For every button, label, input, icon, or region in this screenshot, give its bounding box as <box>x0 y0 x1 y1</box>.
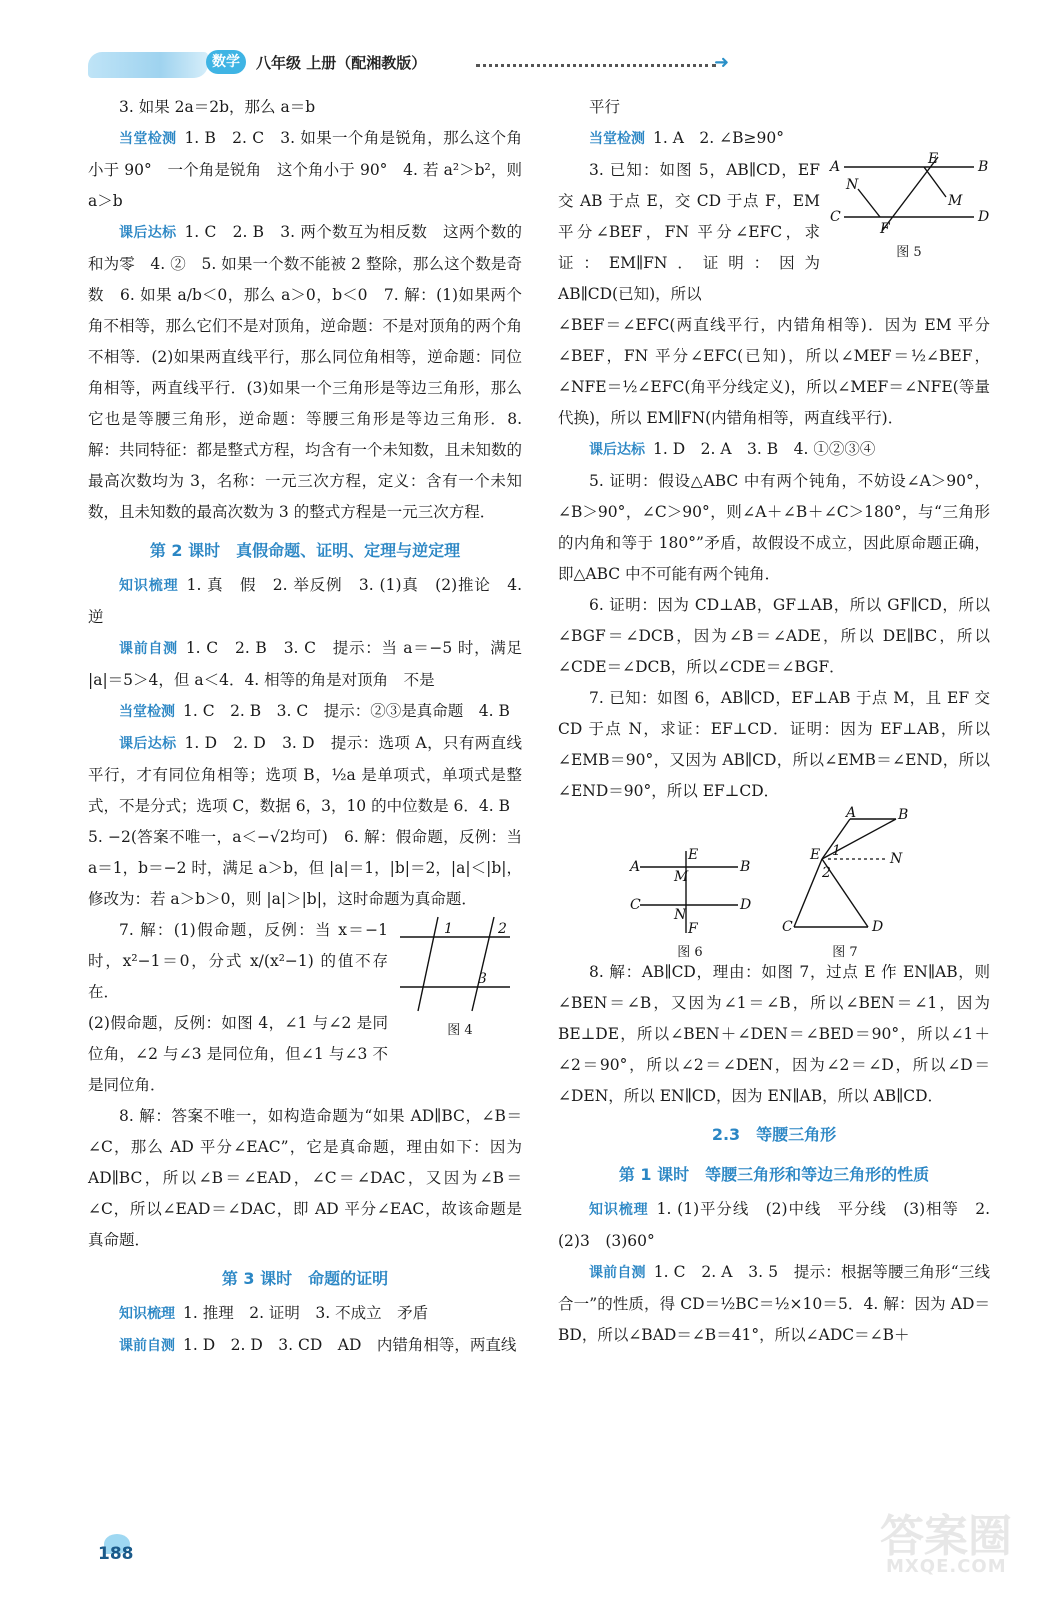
header-banner <box>88 52 208 78</box>
fig5-label-a: A <box>830 159 841 175</box>
fig5-label-f: F <box>880 221 890 237</box>
figure-7 <box>780 807 910 937</box>
paragraph-text: 1. 推理 2. 证明 3. 不成立 矛盾 <box>183 1304 429 1322</box>
fig6-label-b: B <box>740 859 751 875</box>
fig6-label-a: A <box>630 859 641 875</box>
section-title: 2.3 等腰三角形 <box>711 1125 837 1144</box>
book-title: 八年级 上册（配湘教版） <box>256 54 427 72</box>
watermark-url: MXQE.COM <box>886 1556 1007 1577</box>
fig5-label-n: N <box>846 177 859 193</box>
fig5-label-e: E <box>928 151 939 167</box>
figure-6-wrap <box>630 847 750 960</box>
header-dotted-line <box>476 64 716 67</box>
paragraph <box>88 1330 522 1362</box>
fig4-angle-1: 1 <box>444 921 453 937</box>
figure-5-wrap <box>828 151 990 260</box>
paragraph <box>88 1101 522 1256</box>
paragraph <box>88 92 522 123</box>
paragraph-text: 1. D 2. D 3. D 提示：选项 A，只有两直线平行，才有同位角相等；选项 B，½a 是单项式，单项式是整式，不是分式；选项 C，数据 6，3，10 的中位数是 6．4. B <box>88 734 522 815</box>
fig5-label-m: M <box>948 193 963 209</box>
fig5-label-c: C <box>830 209 841 225</box>
section-title: 第 1 课时 等腰三角形和等边三角形的性质 <box>618 1165 930 1184</box>
right-column <box>558 92 990 1351</box>
paragraph-text: 1. C 2. B 3. 两个数互为相反数 这两个数的和为零 4. ② 5. 如果一个数不能被 2 整除，那么这个数是奇数 6. 如果 a/b＜0，那么 a＞0，b＜0 7. 解：(1)如果两个角不相等，那么它们不是对顶角，逆命题：不是对顶角的两个角不相等．(2)如果两直线平行，那么同位角相等，逆命题：同位角相等，两直线平行．(3)如果一个三角形是等边三角形，那么它也是等腰三角形，逆命题：等腰三角形是等边三角形．8. 解：共同特征：都是整式方程，均含有一个未知数，且未知数的最高次数均为 3，名称：一元三次方程，定义：含有一个未知数，且未知数的最高次数为 3 的整式方程是一元三次方程． <box>88 223 523 521</box>
figure-4-wrap <box>398 915 522 1038</box>
figure-5 <box>828 151 990 237</box>
paragraph <box>88 123 522 217</box>
fig7-label-d: D <box>872 919 884 935</box>
fig7-label-b: B <box>898 807 909 823</box>
paragraph-text: 1. A 2. ∠B≥90° <box>653 129 784 147</box>
page-number-text: 188 <box>98 1544 134 1564</box>
figure-6-7-row <box>558 805 990 960</box>
section-title: 第 3 课时 命题的证明 <box>221 1269 389 1288</box>
paragraph-text: 8. 解：答案不唯一，如构造命题为“如果 AD∥BC，∠B＝∠C，那么 AD 平分∠EAC”，它是真命题，理由如下：因为 AD∥BC，所以∠B＝∠EAD，∠C＝∠DAC，又因为∠B＝∠C，所以∠EAD＝∠DAC，即 AD 平分∠EAC，故该命题是真命题． <box>88 1107 522 1249</box>
fig6-label-e: E <box>688 847 699 863</box>
fig7-line-ec <box>794 859 822 927</box>
fig7-label-c: C <box>782 919 793 935</box>
paragraph: 3. 已知：如图 5，AB∥CD，EF 交 AB 于点 E，交 CD 于点 F，EM 平分∠BEF，FN 平分∠EFC，求证：EM∥FN．证明：因为 AB∥CD(已知)，所以 <box>558 161 820 303</box>
fig5-line-em <box>924 167 946 197</box>
paragraph <box>88 696 522 728</box>
paragraph-text: 1. (1)平分线 (2)中线 平分线 (3)相等 2. (2)3 (3)60° <box>558 1200 991 1250</box>
section-tag: 知识梳理 <box>119 578 179 594</box>
paragraph <box>88 633 522 696</box>
figure-4-caption: 图 4 <box>447 1023 473 1038</box>
watermark <box>880 1500 1030 1580</box>
paragraph <box>558 957 990 1112</box>
paragraph-text: 5. −2(答案不唯一，a＜−√2均可) 6. 解：假命题，反例：当 a＝1，b＝−2 时，满足 a＞b，但 |a|＝1，|b|＝2，|a|＜|b|，修改为：若 a＞b＞0，则 |a|＞|b|，这时命题为真命题． <box>88 828 522 908</box>
paragraph-text: 8. 解：AB∥CD，理由：如图 7，过点 E 作 EN∥AB，则∠BEN＝∠B，又因为∠1＝∠B，所以∠BEN＝∠1，因为 BE⊥DE，所以∠BEN＋∠DEN＝∠BED＝90°，所以∠1＋∠2＝90°，所以∠2＝∠DEN，因为∠2＝∠D，所以∠D＝∠DEN，所以 EN∥CD，因为 EN∥AB，所以 AB∥CD． <box>558 963 990 1105</box>
fig7-angle-2: 2 <box>822 865 831 881</box>
fig5-label-b: B <box>978 159 989 175</box>
page-number <box>88 1534 142 1574</box>
fig5-line-fn <box>858 189 880 217</box>
fig6-label-c: C <box>630 897 641 913</box>
paragraph-text: ∠BEF＝∠EFC(两直线平行，内错角相等)．因为 EM 平分∠BEF，FN 平分∠EFC(已知)，所以∠MEF＝½∠BEF，∠NFE＝½∠EFC(角平分线定义)，所以∠MEF＝∠NFE(等量代换)，所以 EM∥FN(内错角相等，两直线平行)． <box>558 316 990 427</box>
paragraph <box>558 434 990 466</box>
fig7-label-a: A <box>846 805 857 821</box>
arrow-right-icon: ➜ <box>714 52 730 73</box>
section-tag: 当堂检测 <box>119 131 177 147</box>
paragraph-text: 1. B 2. C 3. 如果一个角是锐角，那么这个角小于 90° 一个角是锐角 这个角小于 90° 4. 若 a²＞b²，则 a＞b <box>88 129 522 210</box>
paragraph-text: 1. D 2. D 3. CD AD 内错角相等，两直线 <box>183 1336 517 1354</box>
paragraph <box>558 92 990 123</box>
figure-7-caption: 图 7 <box>832 945 858 960</box>
figure-5-caption: 图 5 <box>896 245 922 260</box>
paragraph <box>558 1194 990 1257</box>
section-tag: 课后达标 <box>589 442 645 458</box>
fig5-label-d: D <box>978 209 990 225</box>
section-tag: 知识梳理 <box>119 1306 175 1322</box>
section-title: 第 2 课时 真假命题、证明、定理与逆定理 <box>149 541 461 560</box>
paragraph <box>558 1257 990 1351</box>
section-tag: 课前自测 <box>119 1338 175 1354</box>
figure-5-block <box>558 151 990 310</box>
paragraph: 7. 解：(1)假命题，反例：当 x＝−1 时，x²−1＝0，分式 x/(x²−1) 的值不存在． <box>88 921 388 1001</box>
figure-4-block <box>88 915 522 1101</box>
figure-6 <box>630 847 750 937</box>
paragraph <box>558 683 990 807</box>
figure-4 <box>398 915 518 1015</box>
paragraph <box>558 590 990 683</box>
figure-6-caption: 图 6 <box>677 945 703 960</box>
paragraph <box>558 310 990 434</box>
left-column <box>88 92 522 1362</box>
fig4-angle-2: 2 <box>498 921 507 937</box>
section-tag: 知识梳理 <box>589 1202 649 1218</box>
paragraph <box>88 570 522 633</box>
fig7-label-n: N <box>890 851 903 867</box>
fig5-line-ef <box>882 157 938 231</box>
section-tag: 当堂检测 <box>119 704 175 720</box>
section-tag: 课前自测 <box>589 1265 646 1281</box>
figure-7-wrap <box>780 807 910 960</box>
fig7-angle-1: 1 <box>832 843 841 859</box>
paragraph <box>88 822 522 915</box>
paragraph-text: 7. 已知：如图 6，AB∥CD，EF⊥AB 于点 M，且 EF 交 CD 于点 N，求证：EF⊥CD．证明：因为 EF⊥AB，所以∠EMB＝90°，又因为 AB∥CD，所以∠EMB＝∠END，所以∠END＝90°，所以 EF⊥CD． <box>558 689 990 800</box>
fig6-label-d: D <box>740 897 752 913</box>
fig7-label-e: E <box>810 847 821 863</box>
page-header <box>88 44 748 86</box>
watermark-text: 答案圈 <box>880 1511 1012 1562</box>
fig4-angle-3: 3 <box>478 971 487 987</box>
paragraph <box>558 123 990 155</box>
fig6-label-m: M <box>674 869 689 885</box>
paragraph-text: 1. C 2. B 3. C 提示：②③是真命题 4. B <box>183 702 510 720</box>
paragraph <box>88 728 522 822</box>
paragraph <box>88 217 522 528</box>
section-tag: 课后达标 <box>119 225 177 241</box>
paragraph-text: 5. 证明：假设△ABC 中有两个钝角，不妨设∠A＞90°，∠B＞90°，∠C＞90°，则∠A＋∠B＋∠C＞180°，与“三角形的内角和等于 180°”矛盾，故假设不成立，因此原命题正确，即△ABC 中不可能有两个钝角． <box>558 472 990 583</box>
paragraph-text: 平行 <box>589 98 621 116</box>
section-tag: 课前自测 <box>119 641 178 657</box>
paragraph-text: 3. 如果 2a＝2b，那么 a＝b <box>119 98 316 116</box>
fig6-label-f: F <box>688 921 698 937</box>
paragraph-text: 1. 真 假 2. 举反例 3. (1)真 (2)推论 4. 逆 <box>88 576 522 626</box>
fig6-label-n: N <box>674 907 687 923</box>
paragraph: (2)假命题，反例：如图 4，∠1 与∠2 是同位角，∠2 与∠3 是同位角，但∠1 与∠3 不是同位角． <box>88 1014 388 1094</box>
fig4-transversal-right <box>472 917 494 1011</box>
section-tag: 课后达标 <box>119 736 177 752</box>
paragraph <box>88 1298 522 1330</box>
subject-badge: 数学 <box>206 50 246 74</box>
paragraph-text: 1. C 2. B 3. C 提示：当 a＝−5 时，满足 |a|＝5＞4，但 a＜4．4. 相等的角是对顶角 不是 <box>88 639 523 689</box>
section-tag: 当堂检测 <box>589 131 645 147</box>
paragraph-text: 1. D 2. A 3. B 4. ①②③④ <box>653 440 876 458</box>
fig4-transversal-left <box>418 917 438 1011</box>
paragraph-text: 6. 证明：因为 CD⊥AB，GF⊥AB，所以 GF∥CD，所以∠BGF＝∠DCB，因为∠B＝∠ADE，所以 DE∥BC，所以∠CDE＝∠DCB，所以∠CDE＝∠BGF． <box>558 596 990 676</box>
paragraph-text: 1. C 2. A 3. 5 提示：根据等腰三角形“三线合一”的性质，得 CD＝½BC＝½×10＝5．4. 解：因为 AD＝BD，所以∠BAD＝∠B＝41°，所以∠ADC＝∠B＋ <box>558 1263 991 1344</box>
paragraph <box>558 466 990 590</box>
